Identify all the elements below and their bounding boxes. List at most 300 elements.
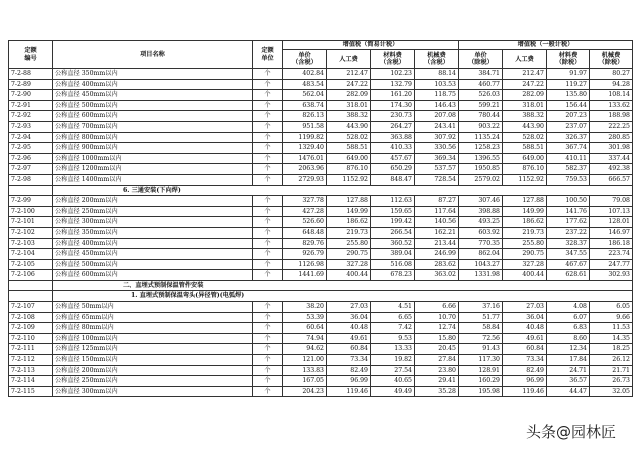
row-price-incl: 121.00: [283, 355, 327, 366]
row-price-excl: 384.71: [459, 69, 503, 80]
row-machine-incl: 103.53: [415, 79, 459, 90]
table-row: [9, 206, 633, 217]
row-code: 7-2-105: [9, 259, 53, 270]
header-unit: 定额 单位: [253, 41, 283, 69]
table-row: [9, 238, 633, 249]
row-material-excl: 6.83: [547, 323, 590, 334]
row-material-excl: 367.74: [547, 143, 590, 154]
row-price-incl: 648.48: [283, 227, 327, 238]
row-code: 7-2-107: [9, 302, 53, 313]
table-row: [9, 259, 633, 270]
row-price-incl: 483.54: [283, 79, 327, 90]
row-labor: 1152.92: [327, 174, 371, 185]
row-name: 公称直径 80mm以内: [53, 323, 253, 334]
row-labor: 318.01: [327, 100, 371, 111]
table-row: [9, 111, 633, 122]
row-labor: 127.88: [327, 196, 371, 207]
row-material-incl: 410.33: [371, 143, 415, 154]
row-material-excl: 4.08: [547, 302, 590, 313]
row-machine-incl: 369.34: [415, 153, 459, 164]
row-material-excl: 119.27: [547, 79, 590, 90]
row-labor: 528.02: [327, 132, 371, 143]
row-unit: 个: [253, 174, 283, 185]
header-machine-incl: 机械费 （含税）: [415, 50, 459, 69]
row-labor-2: 119.46: [503, 386, 547, 397]
row-material-excl: 100.50: [547, 196, 590, 207]
row-price-excl: 51.77: [459, 312, 503, 323]
row-labor-2: 49.61: [503, 333, 547, 344]
row-name: 公称直径 65mm以内: [53, 312, 253, 323]
row-machine-incl: 23.80: [415, 365, 459, 376]
row-machine-incl: 330.56: [415, 143, 459, 154]
row-labor: 212.47: [327, 69, 371, 80]
table-row: [9, 312, 633, 323]
row-price-incl: 1126.98: [283, 259, 327, 270]
row-material-excl: 12.34: [547, 344, 590, 355]
row-labor: 247.22: [327, 79, 371, 90]
row-price-excl: 1043.27: [459, 259, 503, 270]
row-material-incl: 230.73: [371, 111, 415, 122]
row-price-incl: 1329.40: [283, 143, 327, 154]
table-row: [9, 143, 633, 154]
row-code: 7-2-115: [9, 386, 53, 397]
row-code: 7-2-93: [9, 121, 53, 132]
row-code: 7-2-103: [9, 238, 53, 249]
row-labor-2: 876.10: [503, 164, 547, 175]
header-labor-2: 人工费: [503, 50, 547, 69]
row-code: 7-2-92: [9, 111, 53, 122]
row-material-excl: 237.07: [547, 121, 590, 132]
row-labor-2: 588.51: [503, 143, 547, 154]
row-material-incl: 132.79: [371, 79, 415, 90]
row-labor: 588.51: [327, 143, 371, 154]
table-row: [9, 90, 633, 101]
row-unit: 个: [253, 323, 283, 334]
row-material-excl: 36.57: [547, 376, 590, 387]
row-material-incl: 13.33: [371, 344, 415, 355]
row-machine-excl: 26.12: [590, 355, 633, 366]
row-machine-excl: 128.01: [590, 217, 633, 228]
row-name: 公称直径 700mm以内: [53, 121, 253, 132]
row-labor: 219.73: [327, 227, 371, 238]
row-material-incl: 19.82: [371, 355, 415, 366]
section-row: [9, 185, 633, 196]
row-price-excl: 160.29: [459, 376, 503, 387]
row-labor-2: 318.01: [503, 100, 547, 111]
row-code: 7-2-102: [9, 227, 53, 238]
row-machine-incl: 162.21: [415, 227, 459, 238]
row-material-incl: 7.42: [371, 323, 415, 334]
row-labor-2: 255.80: [503, 238, 547, 249]
row-name: 公称直径 150mm以内: [53, 355, 253, 366]
table-row: [9, 355, 633, 366]
header-simple-tax: 增值税（简易计税）: [283, 41, 459, 50]
row-unit: 个: [253, 111, 283, 122]
row-material-incl: 363.88: [371, 132, 415, 143]
table-row: [9, 100, 633, 111]
table-row: [9, 174, 633, 185]
row-labor: 40.48: [327, 323, 371, 334]
row-machine-excl: 26.73: [590, 376, 633, 387]
row-material-incl: 102.23: [371, 69, 415, 80]
section-code-cell: [9, 280, 53, 291]
row-machine-excl: 18.25: [590, 344, 633, 355]
row-labor-2: 36.04: [503, 312, 547, 323]
row-code: 7-2-88: [9, 69, 53, 80]
row-price-excl: 1396.55: [459, 153, 503, 164]
row-machine-incl: 207.08: [415, 111, 459, 122]
row-material-incl: 4.51: [371, 302, 415, 313]
row-machine-excl: 108.14: [590, 90, 633, 101]
row-unit: 个: [253, 365, 283, 376]
row-labor-2: 149.99: [503, 206, 547, 217]
row-material-incl: 112.63: [371, 196, 415, 207]
row-price-incl: 60.64: [283, 323, 327, 334]
row-price-incl: 167.05: [283, 376, 327, 387]
row-price-excl: 91.43: [459, 344, 503, 355]
row-material-excl: 177.62: [547, 217, 590, 228]
row-material-incl: 264.27: [371, 121, 415, 132]
row-material-excl: 347.55: [547, 249, 590, 260]
row-machine-excl: 188.98: [590, 111, 633, 122]
row-material-excl: 44.47: [547, 386, 590, 397]
header-price-excl: 单价 （除税）: [459, 50, 503, 69]
row-labor-2: 282.09: [503, 90, 547, 101]
row-code: 7-2-95: [9, 143, 53, 154]
section-row: [9, 291, 633, 302]
row-name: 公称直径 300mm以内: [53, 386, 253, 397]
row-name: 公称直径 400mm以内: [53, 79, 253, 90]
row-machine-excl: 6.05: [590, 302, 633, 313]
row-code: 7-2-101: [9, 217, 53, 228]
row-material-excl: 91.97: [547, 69, 590, 80]
row-name: 公称直径 200mm以内: [53, 196, 253, 207]
row-material-incl: 516.08: [371, 259, 415, 270]
row-price-incl: 562.04: [283, 90, 327, 101]
row-labor-2: 82.49: [503, 365, 547, 376]
row-price-incl: 526.60: [283, 217, 327, 228]
row-material-incl: 848.47: [371, 174, 415, 185]
row-unit: 个: [253, 90, 283, 101]
row-machine-incl: 20.45: [415, 344, 459, 355]
table-row: [9, 302, 633, 313]
row-machine-excl: 14.35: [590, 333, 633, 344]
row-labor: 388.32: [327, 111, 371, 122]
row-labor-2: 1152.92: [503, 174, 547, 185]
row-machine-incl: 140.56: [415, 217, 459, 228]
row-material-incl: 9.53: [371, 333, 415, 344]
row-machine-incl: 728.54: [415, 174, 459, 185]
row-material-incl: 40.65: [371, 376, 415, 387]
row-unit: 个: [253, 355, 283, 366]
row-name: 公称直径 1200mm以内: [53, 164, 253, 175]
row-labor-2: 40.48: [503, 323, 547, 334]
row-unit: 个: [253, 270, 283, 281]
row-code: 7-2-90: [9, 90, 53, 101]
row-machine-incl: 12.74: [415, 323, 459, 334]
row-price-incl: 1199.82: [283, 132, 327, 143]
row-material-incl: 457.67: [371, 153, 415, 164]
row-labor-2: 73.34: [503, 355, 547, 366]
row-labor-2: 27.03: [503, 302, 547, 313]
row-material-incl: 266.54: [371, 227, 415, 238]
row-name: 公称直径 900mm以内: [53, 143, 253, 154]
row-price-incl: 1441.69: [283, 270, 327, 281]
row-labor: 36.04: [327, 312, 371, 323]
table-row: [9, 217, 633, 228]
row-labor: 60.84: [327, 344, 371, 355]
row-labor-2: 96.99: [503, 376, 547, 387]
section-title-elbow: 1. 直埋式预制保温弯头(异径管)(电弧焊): [53, 291, 633, 302]
row-material-excl: 17.84: [547, 355, 590, 366]
row-machine-incl: 35.28: [415, 386, 459, 397]
row-labor: 186.62: [327, 217, 371, 228]
row-code: 7-2-96: [9, 153, 53, 164]
row-machine-excl: 666.57: [590, 174, 633, 185]
row-name: 公称直径 1000mm以内: [53, 153, 253, 164]
row-labor-2: 212.47: [503, 69, 547, 80]
row-machine-excl: 222.25: [590, 121, 633, 132]
row-labor: 876.10: [327, 164, 371, 175]
table-row: [9, 79, 633, 90]
row-labor: 290.75: [327, 249, 371, 260]
row-name: 公称直径 250mm以内: [53, 376, 253, 387]
row-name: 公称直径 350mm以内: [53, 69, 253, 80]
row-machine-incl: 243.41: [415, 121, 459, 132]
row-price-excl: 1258.23: [459, 143, 503, 154]
row-material-incl: 49.49: [371, 386, 415, 397]
header-machine-excl: 机械费 （除税）: [590, 50, 633, 69]
row-material-excl: 8.60: [547, 333, 590, 344]
row-name: 公称直径 800mm以内: [53, 132, 253, 143]
row-price-excl: 770.35: [459, 238, 503, 249]
row-labor-2: 60.84: [503, 344, 547, 355]
row-unit: 个: [253, 249, 283, 260]
row-price-excl: 398.88: [459, 206, 503, 217]
table-row: [9, 270, 633, 281]
row-code: 7-2-89: [9, 79, 53, 90]
row-machine-excl: 80.27: [590, 69, 633, 80]
header-material-excl: 材料费 （除税）: [547, 50, 590, 69]
row-unit: 个: [253, 100, 283, 111]
row-unit: 个: [253, 217, 283, 228]
row-name: 公称直径 600mm以内: [53, 111, 253, 122]
row-name: 公称直径 100mm以内: [53, 333, 253, 344]
row-material-incl: 678.23: [371, 270, 415, 281]
row-material-excl: 156.44: [547, 100, 590, 111]
row-material-incl: 389.04: [371, 249, 415, 260]
section-code-cell: [9, 291, 53, 302]
row-labor-2: 290.75: [503, 249, 547, 260]
row-machine-incl: 88.14: [415, 69, 459, 80]
row-code: 7-2-111: [9, 344, 53, 355]
row-machine-excl: 492.38: [590, 164, 633, 175]
row-labor: 82.49: [327, 365, 371, 376]
quota-price-table: [8, 40, 633, 397]
row-machine-excl: 301.98: [590, 143, 633, 154]
row-labor-2: 219.73: [503, 227, 547, 238]
row-price-incl: 829.76: [283, 238, 327, 249]
row-labor: 443.90: [327, 121, 371, 132]
table-row: [9, 365, 633, 376]
row-price-incl: 53.39: [283, 312, 327, 323]
row-labor: 27.03: [327, 302, 371, 313]
row-unit: 个: [253, 259, 283, 270]
row-machine-excl: 11.53: [590, 323, 633, 334]
row-labor: 282.09: [327, 90, 371, 101]
row-unit: 个: [253, 153, 283, 164]
header-price-incl: 单价 （含税）: [283, 50, 327, 69]
row-name: 公称直径 400mm以内: [53, 238, 253, 249]
row-machine-excl: 9.66: [590, 312, 633, 323]
section-code-cell: [9, 185, 53, 196]
row-price-incl: 38.20: [283, 302, 327, 313]
row-machine-incl: 283.62: [415, 259, 459, 270]
section-title-prefab: 二、直埋式预制保温管件安装: [53, 280, 633, 291]
row-material-excl: 24.71: [547, 365, 590, 376]
row-material-incl: 27.54: [371, 365, 415, 376]
row-name: 公称直径 500mm以内: [53, 259, 253, 270]
row-labor-2: 247.22: [503, 79, 547, 90]
row-price-incl: 926.79: [283, 249, 327, 260]
row-price-excl: 128.91: [459, 365, 503, 376]
row-machine-incl: 246.99: [415, 249, 459, 260]
row-code: 7-2-110: [9, 333, 53, 344]
row-labor: 400.44: [327, 270, 371, 281]
row-machine-excl: 223.74: [590, 249, 633, 260]
row-unit: 个: [253, 302, 283, 313]
row-material-excl: 141.76: [547, 206, 590, 217]
row-material-incl: 159.65: [371, 206, 415, 217]
row-machine-excl: 280.85: [590, 132, 633, 143]
row-material-incl: 650.29: [371, 164, 415, 175]
row-material-incl: 174.30: [371, 100, 415, 111]
row-labor: 96.99: [327, 376, 371, 387]
row-price-excl: 862.04: [459, 249, 503, 260]
row-machine-incl: 537.57: [415, 164, 459, 175]
row-price-excl: 460.77: [459, 79, 503, 90]
row-price-incl: 94.62: [283, 344, 327, 355]
row-labor-2: 327.28: [503, 259, 547, 270]
row-machine-excl: 79.08: [590, 196, 633, 207]
row-price-excl: 603.92: [459, 227, 503, 238]
row-machine-incl: 146.43: [415, 100, 459, 111]
row-name: 公称直径 1400mm以内: [53, 174, 253, 185]
row-name: 公称直径 500mm以内: [53, 100, 253, 111]
row-labor: 649.00: [327, 153, 371, 164]
row-price-excl: 58.84: [459, 323, 503, 334]
row-machine-excl: 107.13: [590, 206, 633, 217]
row-price-excl: 1135.24: [459, 132, 503, 143]
row-unit: 个: [253, 164, 283, 175]
row-price-incl: 427.28: [283, 206, 327, 217]
row-price-incl: 951.58: [283, 121, 327, 132]
row-unit: 个: [253, 376, 283, 387]
row-price-incl: 402.84: [283, 69, 327, 80]
row-code: 7-2-99: [9, 196, 53, 207]
row-machine-incl: 15.80: [415, 333, 459, 344]
row-material-excl: 582.37: [547, 164, 590, 175]
row-machine-excl: 186.18: [590, 238, 633, 249]
row-name: 公称直径 450mm以内: [53, 249, 253, 260]
row-labor: 119.46: [327, 386, 371, 397]
table-row: [9, 164, 633, 175]
row-unit: 个: [253, 312, 283, 323]
row-price-excl: 493.25: [459, 217, 503, 228]
row-labor-2: 388.32: [503, 111, 547, 122]
row-machine-incl: 6.66: [415, 302, 459, 313]
row-price-excl: 903.22: [459, 121, 503, 132]
table-row: [9, 153, 633, 164]
row-price-excl: 72.56: [459, 333, 503, 344]
row-machine-incl: 87.27: [415, 196, 459, 207]
row-material-incl: 6.65: [371, 312, 415, 323]
quota-price-table-sheet: [8, 40, 632, 397]
row-price-incl: 327.78: [283, 196, 327, 207]
row-unit: 个: [253, 132, 283, 143]
row-price-incl: 1476.01: [283, 153, 327, 164]
row-price-incl: 2063.96: [283, 164, 327, 175]
header-material-incl: 材料费 （含税）: [371, 50, 415, 69]
row-unit: 个: [253, 333, 283, 344]
row-code: 7-2-113: [9, 365, 53, 376]
header-general-tax: 增值税（一般计税）: [459, 41, 633, 50]
row-code: 7-2-112: [9, 355, 53, 366]
row-labor-2: 127.88: [503, 196, 547, 207]
watermark: 头条@园林匠: [522, 420, 620, 443]
table-row: [9, 323, 633, 334]
row-code: 7-2-97: [9, 164, 53, 175]
row-price-incl: 2729.93: [283, 174, 327, 185]
row-name: 公称直径 50mm以内: [53, 302, 253, 313]
row-name: 公称直径 125mm以内: [53, 344, 253, 355]
row-labor: 73.34: [327, 355, 371, 366]
row-unit: 个: [253, 196, 283, 207]
row-machine-incl: 117.64: [415, 206, 459, 217]
table-row: [9, 227, 633, 238]
row-machine-excl: 146.97: [590, 227, 633, 238]
row-machine-incl: 307.92: [415, 132, 459, 143]
table-row: [9, 196, 633, 207]
row-code: 7-2-109: [9, 323, 53, 334]
table-row: [9, 249, 633, 260]
row-unit: 个: [253, 79, 283, 90]
row-labor: 149.99: [327, 206, 371, 217]
row-material-excl: 467.67: [547, 259, 590, 270]
row-price-excl: 117.30: [459, 355, 503, 366]
row-name: 公称直径 600mm以内: [53, 270, 253, 281]
row-material-excl: 410.11: [547, 153, 590, 164]
row-machine-excl: 133.62: [590, 100, 633, 111]
row-labor-2: 186.62: [503, 217, 547, 228]
section-title-tee: 6. 三通安装(下向焊): [53, 185, 633, 196]
row-machine-excl: 21.71: [590, 365, 633, 376]
row-name: 公称直径 350mm以内: [53, 227, 253, 238]
row-machine-excl: 337.44: [590, 153, 633, 164]
row-machine-excl: 94.28: [590, 79, 633, 90]
table-row: [9, 132, 633, 143]
table-row: [9, 344, 633, 355]
row-code: 7-2-104: [9, 249, 53, 260]
header-name: 项目名称: [53, 41, 253, 69]
row-price-excl: 1950.85: [459, 164, 503, 175]
row-material-excl: 628.61: [547, 270, 590, 281]
row-machine-incl: 213.44: [415, 238, 459, 249]
row-labor: 49.61: [327, 333, 371, 344]
row-labor-2: 649.00: [503, 153, 547, 164]
row-code: 7-2-91: [9, 100, 53, 111]
row-labor: 327.28: [327, 259, 371, 270]
